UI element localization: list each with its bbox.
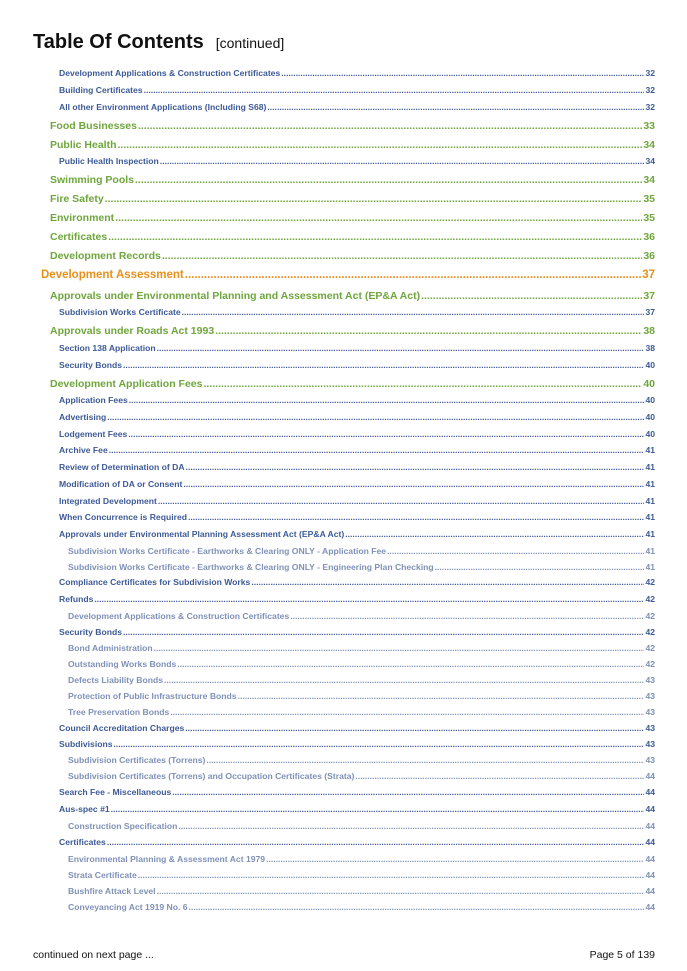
toc-entry[interactable] xyxy=(59,739,655,749)
toc-dot-leader xyxy=(435,562,645,572)
toc-entry-page: 33 xyxy=(643,120,655,132)
toc-entry[interactable] xyxy=(50,174,655,186)
toc-entry-page: 43 xyxy=(645,755,655,765)
toc-entry-title: Security Bonds xyxy=(59,627,123,637)
toc-entry[interactable] xyxy=(50,290,655,302)
toc-dot-leader xyxy=(172,787,644,797)
toc-entry-page: 42 xyxy=(645,594,655,604)
toc-entry[interactable] xyxy=(59,496,655,506)
toc-entry[interactable] xyxy=(59,429,655,439)
toc-entry[interactable] xyxy=(59,462,655,472)
toc-dot-leader xyxy=(138,870,645,880)
toc-entry[interactable] xyxy=(41,269,655,281)
toc-dot-leader xyxy=(109,445,645,455)
toc-entry[interactable] xyxy=(59,804,655,814)
toc-entry-title: Approvals under Roads Act 1993 xyxy=(50,325,215,337)
toc-dot-leader xyxy=(162,250,642,262)
toc-entry-page: 43 xyxy=(645,707,655,717)
toc-entry[interactable] xyxy=(59,445,655,455)
toc-dot-leader xyxy=(185,269,641,281)
toc-dot-leader xyxy=(128,429,644,439)
toc-entry[interactable] xyxy=(68,643,655,653)
toc-dot-leader xyxy=(267,102,644,112)
toc-entry-title: Subdivision Works Certificate - Earthworks & Clearing ONLY - Application Fee xyxy=(68,546,387,556)
toc-entry-page: 40 xyxy=(645,412,655,422)
toc-entry-title: Integrated Development xyxy=(59,496,157,506)
toc-entry-page: 38 xyxy=(643,325,655,337)
toc-entry[interactable] xyxy=(68,659,655,669)
toc-dot-leader xyxy=(111,804,645,814)
toc-dot-leader xyxy=(238,691,645,701)
toc-entry[interactable] xyxy=(59,577,655,587)
toc-dot-leader xyxy=(164,675,644,685)
toc-entry-page: 44 xyxy=(645,804,655,814)
toc-entry[interactable] xyxy=(59,512,655,522)
toc-entry-title: Conveyancing Act 1919 No. 6 xyxy=(68,902,188,912)
toc-entry[interactable] xyxy=(68,546,655,556)
toc-entry-title: Strata Certificate xyxy=(68,870,137,880)
toc-entry[interactable] xyxy=(59,343,655,353)
toc-dot-leader xyxy=(123,627,644,637)
toc-dot-leader xyxy=(108,231,642,243)
toc-entry-page: 43 xyxy=(645,723,655,733)
toc-dot-leader xyxy=(138,120,642,132)
toc-entry-title: Subdivision Certificates (Torrens) and Occupation Certificates (Strata) xyxy=(68,771,355,781)
toc-dot-leader xyxy=(387,546,644,556)
toc-entry-page: 41 xyxy=(645,462,655,472)
toc-dot-leader xyxy=(107,412,644,422)
toc-entry[interactable] xyxy=(59,627,655,637)
toc-entry[interactable] xyxy=(68,707,655,717)
toc-entry[interactable] xyxy=(59,68,655,78)
toc-dot-leader xyxy=(266,854,644,864)
toc-entry-page: 42 xyxy=(645,627,655,637)
toc-entry-title: Building Certificates xyxy=(59,85,143,95)
toc-entry-title: Construction Specification xyxy=(68,821,178,831)
toc-entry[interactable] xyxy=(59,723,655,733)
toc-dot-leader xyxy=(135,174,642,186)
continued-label: [continued] xyxy=(215,35,285,51)
toc-entry-title: Aus-spec #1 xyxy=(59,804,110,814)
toc-entry-title: Advertising xyxy=(59,412,107,422)
toc-entry[interactable] xyxy=(68,821,655,831)
toc-entry[interactable] xyxy=(50,120,655,132)
toc-entry-page: 44 xyxy=(645,886,655,896)
toc-entry-title: Public Health Inspection xyxy=(59,156,159,166)
toc-dot-leader xyxy=(113,739,644,749)
toc-entry[interactable] xyxy=(59,412,655,422)
toc-entry-title: Approvals under Environmental Planning and Assessment Act (EP&A Act) xyxy=(50,290,421,302)
toc-dot-leader xyxy=(107,837,645,847)
toc-entry[interactable] xyxy=(68,870,655,880)
toc-entry-page: 37 xyxy=(642,269,655,281)
toc-entry-title: Development Assessment xyxy=(41,269,184,281)
toc-entry[interactable] xyxy=(68,771,655,781)
toc-entry[interactable] xyxy=(68,854,655,864)
toc-entry[interactable] xyxy=(59,594,655,604)
footer-continued-note: continued on next page ... xyxy=(33,949,154,961)
toc-entry[interactable] xyxy=(50,212,655,224)
toc-dot-leader xyxy=(94,594,644,604)
toc-entry-title: All other Environment Applications (Including S68) xyxy=(59,102,267,112)
toc-entry-title: Council Accreditation Charges xyxy=(59,723,185,733)
toc-dot-leader xyxy=(118,139,643,151)
toc-dot-leader xyxy=(160,156,645,166)
toc-dot-leader xyxy=(129,395,645,405)
toc-entry[interactable] xyxy=(50,250,655,262)
toc-entry-title: Development Applications & Construction Certificates xyxy=(68,611,290,621)
toc-dot-leader xyxy=(170,707,644,717)
toc-entry-title: Public Health xyxy=(50,139,117,151)
toc-entry-title: Subdivision Certificates (Torrens) xyxy=(68,755,206,765)
toc-entry-page: 44 xyxy=(645,870,655,880)
toc-entry-page: 37 xyxy=(645,307,655,317)
toc-entry-page: 40 xyxy=(643,378,655,390)
toc-dot-leader xyxy=(105,193,643,205)
toc-entry-page: 42 xyxy=(645,659,655,669)
toc-entry-page: 34 xyxy=(643,139,655,151)
toc-dot-leader xyxy=(154,643,645,653)
toc-entry-title: Subdivision Works Certificate - Earthworks & Clearing ONLY - Engineering Plan Checking xyxy=(68,562,434,572)
toc-entry[interactable] xyxy=(59,102,655,112)
toc-entry-page: 34 xyxy=(643,174,655,186)
toc-entry-page: 43 xyxy=(645,739,655,749)
toc-entry-page: 41 xyxy=(645,529,655,539)
toc-entry-title: Modification of DA or Consent xyxy=(59,479,183,489)
toc-entry-page: 41 xyxy=(645,445,655,455)
toc-entry-page: 40 xyxy=(645,395,655,405)
toc-entry-page: 40 xyxy=(645,360,655,370)
toc-entry-page: 42 xyxy=(645,577,655,587)
toc-dot-leader xyxy=(144,85,645,95)
toc-entry-title: Compliance Certificates for Subdivision Works xyxy=(59,577,251,587)
toc-entry-title: Environment xyxy=(50,212,115,224)
toc-entry-page: 42 xyxy=(645,611,655,621)
toc-entry[interactable] xyxy=(68,675,655,685)
toc-entry-title: When Concurrence is Required xyxy=(59,512,187,522)
toc-dot-leader xyxy=(183,479,644,489)
toc-entry-title: Protection of Public Infrastructure Bonds xyxy=(68,691,237,701)
toc-entry[interactable] xyxy=(59,156,655,166)
toc-entry-page: 44 xyxy=(645,837,655,847)
toc-entry-page: 41 xyxy=(645,546,655,556)
toc-entry[interactable] xyxy=(68,886,655,896)
toc-entry[interactable] xyxy=(59,529,655,539)
toc-entry[interactable] xyxy=(68,611,655,621)
toc-entry[interactable] xyxy=(59,479,655,489)
toc-entry-title: Section 138 Application xyxy=(59,343,156,353)
toc-entry[interactable] xyxy=(59,787,655,797)
toc-entry[interactable] xyxy=(68,691,655,701)
toc-entry-page: 44 xyxy=(645,821,655,831)
toc-dot-leader xyxy=(188,512,644,522)
toc-entry-title: Review of Determination of DA xyxy=(59,462,185,472)
toc-dot-leader xyxy=(177,659,644,669)
toc-dot-leader xyxy=(182,307,645,317)
toc-entry-title: Subdivision Works Certificate xyxy=(59,307,181,317)
toc-dot-leader xyxy=(157,886,645,896)
toc-entry[interactable] xyxy=(50,325,655,337)
toc-entry-title: Certificates xyxy=(59,837,106,847)
toc-entry[interactable] xyxy=(68,902,655,912)
toc-entry-title: Tree Preservation Bonds xyxy=(68,707,170,717)
toc-entry[interactable] xyxy=(68,755,655,765)
toc-entry-page: 41 xyxy=(645,479,655,489)
toc-entry-page: 41 xyxy=(645,512,655,522)
toc-dot-leader xyxy=(355,771,644,781)
toc-dot-leader xyxy=(158,496,645,506)
toc-entry-title: Bushfire Attack Level xyxy=(68,886,156,896)
toc-entry-title: Approvals under Environmental Planning Assessment Act (EP&A Act) xyxy=(59,529,345,539)
toc-entry-title: Development Application Fees xyxy=(50,378,203,390)
toc-entry-page: 44 xyxy=(645,787,655,797)
toc-entry-title: Archive Fee xyxy=(59,445,108,455)
toc-dot-leader xyxy=(251,577,644,587)
toc-entry-page: 32 xyxy=(645,85,655,95)
toc-entry[interactable] xyxy=(50,378,655,390)
toc-entry[interactable] xyxy=(59,307,655,317)
toc-entry-title: Security Bonds xyxy=(59,360,123,370)
toc-entry[interactable] xyxy=(50,193,655,205)
toc-dot-leader xyxy=(281,68,644,78)
toc-entry-page: 40 xyxy=(645,429,655,439)
toc-entry-page: 43 xyxy=(645,691,655,701)
toc-entry[interactable] xyxy=(50,231,655,243)
toc-entry-title: Refunds xyxy=(59,594,94,604)
toc-dot-leader xyxy=(115,212,642,224)
toc-entry-title: Swimming Pools xyxy=(50,174,135,186)
toc-entry-page: 36 xyxy=(643,250,655,262)
toc-entry-page: 34 xyxy=(645,156,655,166)
toc-entry-title: Development Records xyxy=(50,250,161,262)
toc-entry-page: 41 xyxy=(645,562,655,572)
toc-dot-leader xyxy=(186,462,645,472)
title-text: Table Of Contents xyxy=(33,31,204,53)
footer-page-number: Page 5 of 139 xyxy=(589,949,655,961)
toc-entry-page: 44 xyxy=(645,771,655,781)
toc-entry[interactable] xyxy=(50,139,655,151)
toc-entry-page: 41 xyxy=(645,496,655,506)
toc-entry-title: Lodgement Fees xyxy=(59,429,128,439)
toc-entry-title: Fire Safety xyxy=(50,193,104,205)
toc-dot-leader xyxy=(203,378,642,390)
toc-entry-title: Food Businesses xyxy=(50,120,137,132)
toc-entry-title: Search Fee - Miscellaneous xyxy=(59,787,172,797)
toc-entry[interactable] xyxy=(59,395,655,405)
toc-dot-leader xyxy=(157,343,645,353)
toc-entry[interactable] xyxy=(59,837,655,847)
toc-entry-title: Subdivisions xyxy=(59,739,113,749)
toc-entry-title: Outstanding Works Bonds xyxy=(68,659,177,669)
toc-dot-leader xyxy=(421,290,642,302)
toc-dot-leader xyxy=(178,821,644,831)
toc-entry-title: Environmental Planning & Assessment Act 1979 xyxy=(68,854,266,864)
toc-dot-leader xyxy=(290,611,644,621)
toc-entry-page: 35 xyxy=(643,212,655,224)
toc-dot-leader xyxy=(189,902,645,912)
toc-entry-title: Bond Administration xyxy=(68,643,153,653)
toc-dot-leader xyxy=(123,360,644,370)
toc-dot-leader xyxy=(185,723,644,733)
toc-entry-page: 38 xyxy=(645,343,655,353)
toc-dot-leader xyxy=(345,529,644,539)
toc-entry-title: Application Fees xyxy=(59,395,128,405)
toc-entry-page: 35 xyxy=(643,193,655,205)
toc-dot-leader xyxy=(215,325,642,337)
toc-entry-page: 44 xyxy=(645,854,655,864)
toc-dot-leader xyxy=(206,755,644,765)
toc-entry-page: 42 xyxy=(645,643,655,653)
toc-entry-page: 32 xyxy=(645,102,655,112)
toc-entry-page: 37 xyxy=(643,290,655,302)
toc-entry-page: 36 xyxy=(643,231,655,243)
toc-entry-title: Defects Liability Bonds xyxy=(68,675,164,685)
toc-entry-page: 44 xyxy=(645,902,655,912)
toc-entry[interactable] xyxy=(59,360,655,370)
toc-entry-page: 43 xyxy=(645,675,655,685)
toc-entry-page: 32 xyxy=(645,68,655,78)
toc-entry-title: Development Applications & Construction Certificates xyxy=(59,68,281,78)
toc-entry-title: Certificates xyxy=(50,231,108,243)
toc-entry[interactable] xyxy=(68,562,655,572)
toc-entry[interactable] xyxy=(59,85,655,95)
